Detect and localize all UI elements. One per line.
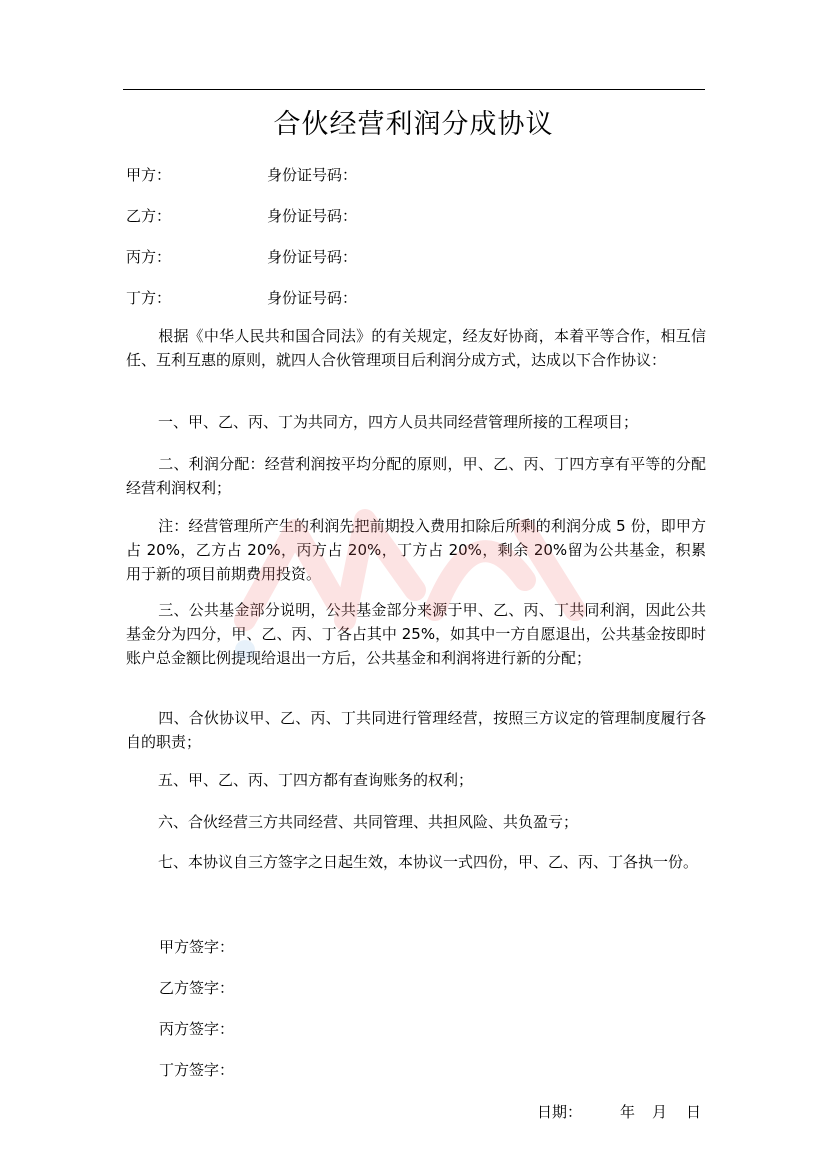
- date-label: 日期：: [537, 1103, 583, 1121]
- paragraph-clause-6: [126, 810, 706, 834]
- paragraph-clause-3: [126, 598, 706, 670]
- document-title: 合伙经营利润分成协议: [273, 109, 554, 140]
- paragraph-clause-1: [126, 410, 706, 434]
- party-d-id-label: 身份证号码：: [267, 289, 358, 307]
- paragraph-text: 一、甲、乙、丙、丁为共同方，四方人员共同经营管理所接的工程项目；: [158, 413, 639, 431]
- paragraph-text: 注：经营管理所产生的利润先把前期投入费用扣除后所剩的利润分成 5 份，即甲方占 20%，乙方占 20%，丙方占 20%，丁方占 20%，剩余 20%留为公共基金，积累用于新的项目前期费用投资。: [126, 517, 706, 583]
- party-d-label: 丁方：: [126, 289, 172, 307]
- party-c-label: 丙方：: [126, 248, 172, 266]
- paragraph-intro: [126, 324, 706, 372]
- party-b-id-label: 身份证号码：: [267, 207, 358, 225]
- date-year: 年: [620, 1103, 636, 1121]
- date-day: 日: [686, 1103, 702, 1121]
- party-a-id-label: 身份证号码：: [267, 166, 358, 184]
- party-b-label: 乙方：: [126, 207, 172, 225]
- signature-party-c: 丙方签字：: [159, 1020, 235, 1038]
- paragraph-text: 二、利润分配：经营利润按平均分配的原则，甲、乙、丙、丁四方享有平等的分配经营利润权利；: [126, 455, 706, 497]
- signature-party-a: 甲方签字：: [159, 938, 235, 956]
- paragraph-clause-7: [126, 850, 706, 874]
- paragraph-clause-5: [126, 768, 706, 792]
- paragraph-text: 四、合伙协议甲、乙、丙、丁共同进行管理经营，按照三方议定的管理制度履行各自的职责；: [126, 709, 706, 751]
- paragraph-clause-4: [126, 706, 706, 754]
- signature-party-d: 丁方签字：: [159, 1061, 235, 1079]
- signature-party-b: 乙方签字：: [159, 979, 235, 997]
- paragraph-note: [126, 514, 706, 586]
- party-c-id-label: 身份证号码：: [267, 248, 358, 266]
- top-rule: [123, 89, 705, 90]
- paragraph-text: 七、本协议自三方签字之日起生效，本协议一式四份，甲、乙、丙、丁各执一份。: [158, 853, 699, 871]
- paragraph-clause-2: [126, 452, 706, 500]
- paragraph-text: 五、甲、乙、丙、丁四方都有查询账务的权利；: [158, 771, 474, 789]
- party-a-label: 甲方：: [126, 166, 172, 184]
- paragraph-text: 六、合伙经营三方共同经营、共同管理、共担风险、共负盈亏；: [158, 813, 579, 831]
- paragraph-text: 三、公共基金部分说明，公共基金部分来源于甲、乙、丙、丁共同利润，因此公共基金分为四分，甲、乙、丙、丁各占其中 25%，如其中一方自愿退出，公共基金按即时账户总金额比例提现给退出一方后，公共基金和利润将进行新的分配；: [126, 601, 706, 667]
- date-month: 月: [652, 1103, 668, 1121]
- paragraph-text: 根据《中华人民共和国合同法》的有关规定，经友好协商，本着平等合作，相互信任、互利互惠的原则，就四人合伙管理项目后利润分成方式，达成以下合作协议：: [126, 327, 706, 369]
